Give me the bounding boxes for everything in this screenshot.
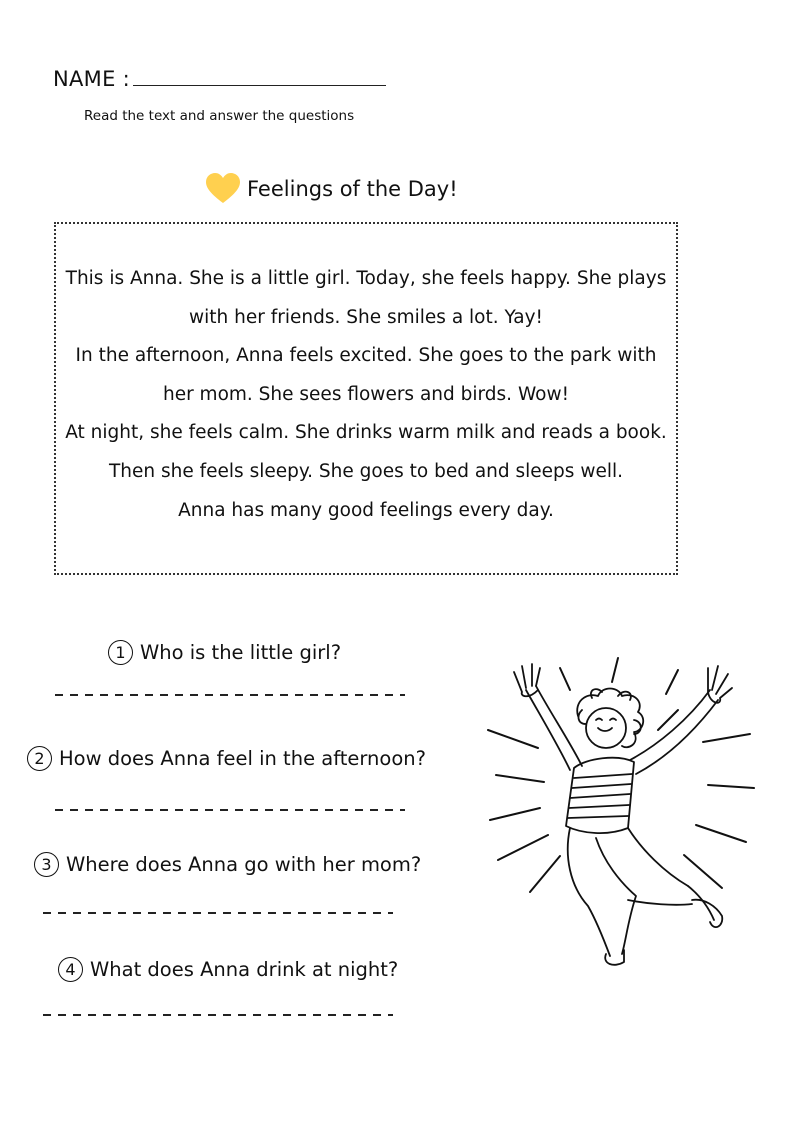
question-1 — [108, 640, 341, 665]
heart-icon — [205, 172, 241, 206]
question-4 — [58, 957, 398, 982]
passage-line: Anna has many good feelings every day. — [178, 499, 554, 521]
passage-line: with her friends. She smiles a lot. Yay! — [189, 306, 543, 328]
passage-line: This is Anna. She is a little girl. Today, she feels happy. She plays — [65, 268, 667, 289]
passage-line: Then she feels sleepy. She goes to bed and sleeps well. — [109, 460, 623, 482]
reading-passage — [56, 260, 676, 530]
question-2 — [27, 746, 426, 771]
question-text: How does Anna feel in the afternoon? — [59, 747, 426, 770]
answer-line-4[interactable] — [43, 1014, 393, 1016]
name-row — [53, 64, 393, 98]
question-number: 1 — [108, 640, 133, 665]
question-number: 2 — [27, 746, 52, 771]
question-text: Who is the little girl? — [140, 641, 342, 664]
name-input-line[interactable] — [133, 85, 386, 86]
instructions: Read the text and answer the questions — [84, 108, 355, 124]
question-text: What does Anna drink at night? — [90, 958, 399, 981]
jumping-girl-illustration — [478, 650, 758, 970]
question-number: 3 — [34, 852, 59, 877]
question-number: 4 — [58, 957, 83, 982]
answer-line-3[interactable] — [43, 912, 393, 914]
answer-line-2[interactable] — [55, 809, 405, 811]
reading-passage-box — [54, 222, 678, 575]
title-text: Feelings of the Day! — [247, 177, 458, 201]
question-3 — [34, 852, 421, 877]
question-text: Where does Anna go with her mom? — [66, 853, 422, 876]
name-label: NAME : — [53, 67, 131, 91]
answer-line-1[interactable] — [55, 694, 405, 696]
passage-line: At night, she feels calm. She drinks warm milk and reads a book. — [65, 422, 667, 444]
passage-line: her mom. She sees flowers and birds. Wow! — [162, 383, 570, 405]
passage-line: In the afternoon, Anna feels excited. She goes to the park with — [75, 345, 657, 367]
